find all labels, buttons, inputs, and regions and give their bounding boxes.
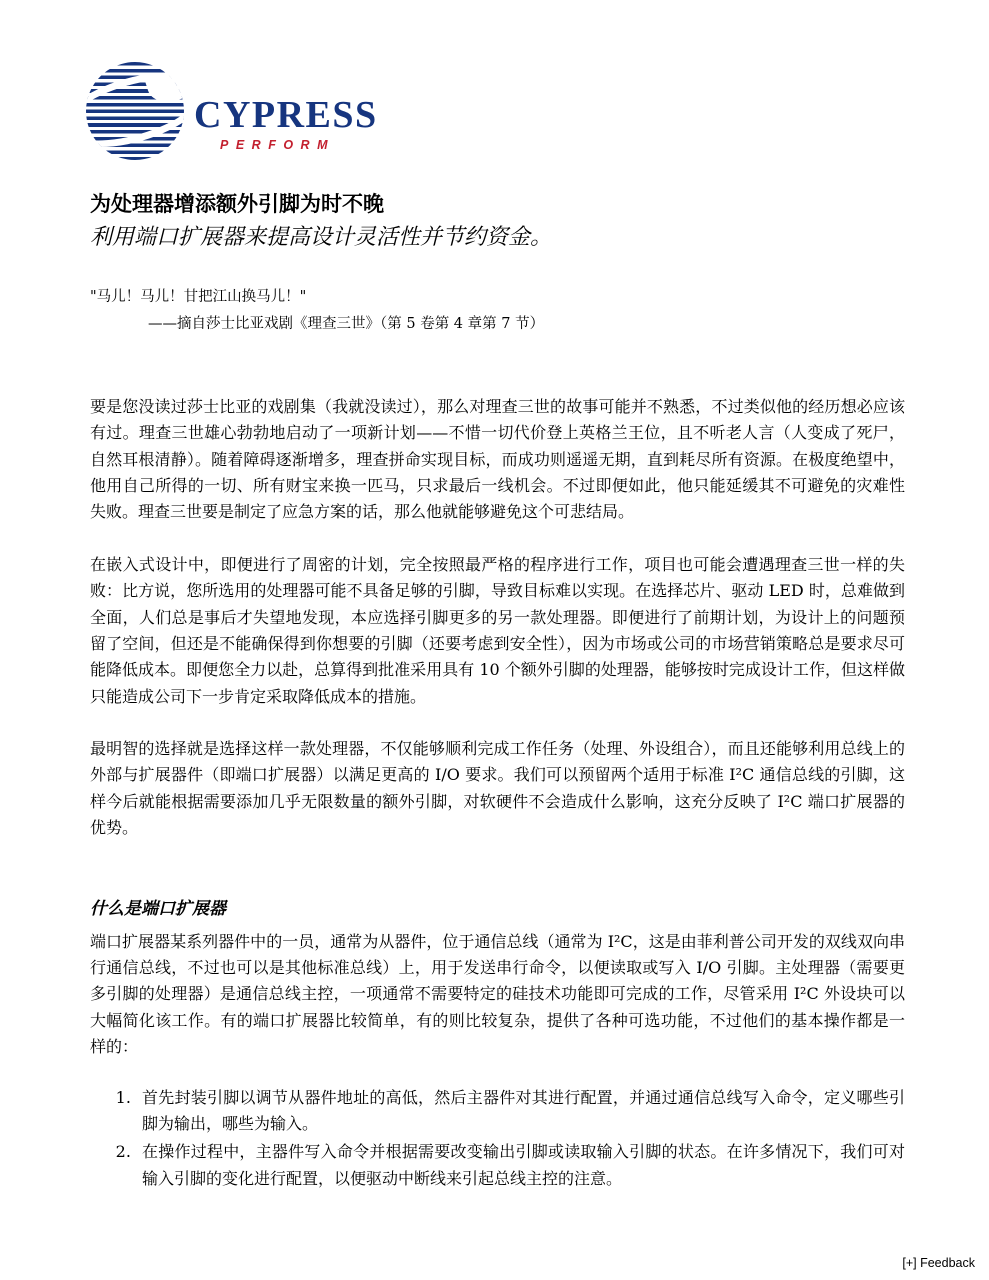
body-paragraph-1: 要是您没读过莎士比亚的戏剧集（我就没读过），那么对理查三世的故事可能并不熟悉，不过类似他的经历想必应该有过。理查三世雄心勃勃地启动了一项新计划——不惜一切代价登上英格兰王位，且不听老人言（人变成了死尸，自然耳根清静）。随着障碍逐渐增多，理查拼命实现目标，而成功则遥遥无期，直到耗尽所有资源。在极度绝望中，他用自己所得的一切、所有财宝来换一匹马，只求最后一线机会。不过即便如此，他只能延缓其不可避免的灾难性失败。理查三世要是制定了应急方案的话，那么他就能够避免这个可悲结局。 [90,396,905,522]
brand-wordmark: CYPRESS [194,94,378,136]
list-item-1: 1. 首先封装引脚以调节从器件地址的高低，然后主器件对其进行配置，并通过通信总线写入命令，定义哪些引脚为输出，哪些为输入。 [136,1085,905,1138]
quote-line: "马儿！马儿！甘把江山换马儿！" [90,289,307,306]
document-body [0,190,989,1192]
numbered-list [90,1085,905,1193]
page-subtitle: 利用端口扩展器来提高设计灵活性并节约资金。 [90,225,553,251]
list-item-2: 2. 在操作过程中，主器件写入命令并根据需要改变输出引脚或读取输入引脚的状态。在许多情况下，我们可对输入引脚的变化进行配置，以便驱动中断线来引起总线主控的注意。 [136,1139,905,1192]
brand-tagline: PERFORM [220,138,335,152]
cypress-globe-icon [86,62,184,160]
page-title: 为处理器增添额外引脚为时不晚 [90,191,384,216]
body-paragraph-3: 最明智的选择就是选择这样一款处理器，不仅能够顺利完成工作任务（处理、外设组合），而且还能够利用总线上的外部与扩展器件（即端口扩展器）以满足更高的 I/O 要求。我们可以预留两个适用于标准 I²C 通信总线的引脚，这样今后就能根据需要添加几乎无限数量的额外引脚，对软硬件不会造成什么影响，这充分反映了 I²C 端口扩展器的优势。 [90,739,905,838]
quote-attribution: ——摘自莎士比亚戏剧《理查三世》（第 5 卷第 4 章第 7 节） [148,315,545,332]
body-paragraph-2: 在嵌入式设计中，即便进行了周密的计划，完全按照最严格的程序进行工作，项目也可能会遭遇理查三世一样的失败：比方说，您所选用的处理器可能不具备足够的引脚，导致目标难以实现。在选择芯片、驱动 LED 时，总难做到全面，人们总是事后才失望地发现，本应选择引脚更多的另一款处理器。即便进行了前期计划，为设计上的问题预留了空间，但还是不能确保得到你想要的引脚（还要考虑到安全性），因为市场或公司的市场营销策略总是要求尽可能降低成本。即便您全力以赴，总算得到批准采用具有 10 个额外引脚的处理器，能够按时完成设计工作，但这样做只能造成公司下一步肯定采取降低成本的措施。 [90,554,905,706]
section-paragraph: 端口扩展器某系列器件中的一员，通常为从器件，位于通信总线（通常为 I²C，这是由菲利普公司开发的双线双向串行通信总线，不过也可以是其他标准总线）上，用于发送串行命令，以便读取或写入 I/O 引脚。主处理器（需要更多引脚的处理器）是通信总线主控，一项通常不需要特定的硅技术功能即可完成的工作，尽管采用 I²C 外设块可以大幅简化该工作。有的端口扩展器比较简单，有的则比较复杂，提供了各种可选功能，不过他们的基本操作都是一样的： [90,931,905,1057]
cypress-logo [0,0,989,160]
quote-block [90,284,905,338]
feedback-link[interactable]: [+] Feedback [902,1256,975,1270]
section-heading: 什么是端口扩展器 [90,898,226,919]
brand-block [194,96,378,160]
